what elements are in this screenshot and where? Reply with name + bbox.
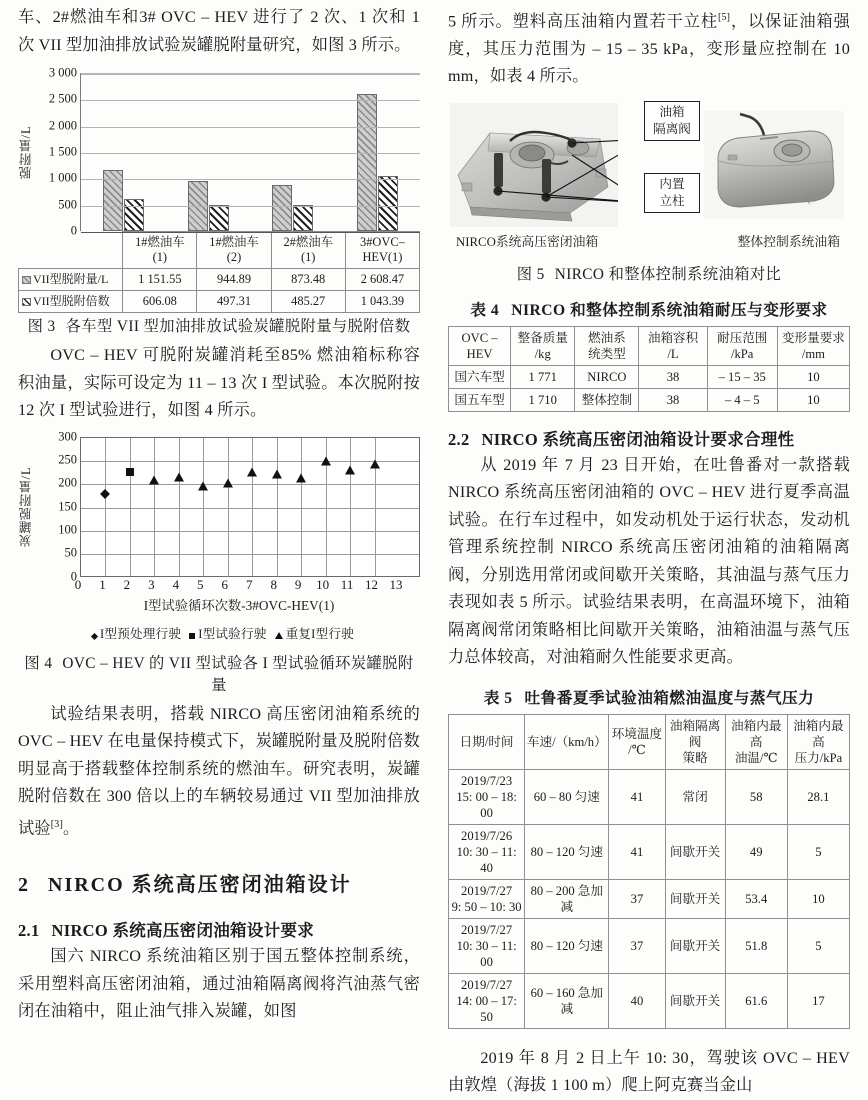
figure-4-caption [18,651,420,695]
figure-4-x-tick: 11 [340,576,354,592]
table-4-cell: 国六车型 [449,365,511,388]
callout-2-line-2: 立柱 [659,193,685,208]
figure-4-gridline-v [203,438,204,576]
figure-3-y-tick: 3 000 [48,65,77,80]
table-5-speed-cell: 60 – 80 匀速 [525,769,609,824]
table-4-header-cell: OVC – HEV [449,326,511,365]
figure-3-data-table [18,231,420,313]
figure-4-gridline-v [301,438,302,576]
figure-3-value-cell: 1 043.39 [345,291,419,313]
paragraph-top-right [448,4,850,91]
figure-4-legend-marker [189,633,195,639]
figure-3-gridline [81,179,420,180]
table-5-header-cell: 油箱内最高 压力/kPa [787,714,849,769]
figure-4-x-tick: 0 [74,576,82,592]
figure-4-data-point [126,468,134,476]
callout-2-line-1: 内置 [659,176,685,191]
table-5-strategy-cell: 间歇开关 [665,973,725,1028]
table-5-speed-cell: 60 – 160 急加减 [525,973,609,1028]
figure-3-gridline [81,127,420,128]
figure-4-data-point [296,473,306,482]
figure-4-data-point [149,476,159,485]
table-5-ambient-temp-cell: 41 [609,824,665,879]
figure-4-data-point [101,489,111,499]
paragraph-section-2-2: 从 2019 年 7 月 23 日开始，在吐鲁番对一款搭载 NIRCO 系统高压密闭油箱的 OVC – HEV 进行夏季高温试验。在行车过程中，如发动机处于运行状态，发动机管理系统控制 NIRCO 系统高压密闭油箱的油箱隔离阀，分别选用常闭或间歇开关策略，其油温与蒸气压力表现如表 5 所示。试验结果表明，在高温环境下，油箱隔离阀常闭策略相比间歇开关策略，油箱油温与蒸气压力总体较高，对油箱耐久性能要求更高。 [448,455,850,667]
figure-3-bar [272,185,292,231]
table-5-datetime-cell: 2019/7/26 10: 30 – 11: 40 [449,824,525,879]
figure-3-legend-swatch [22,276,31,284]
figure-4-gridline-h [81,508,419,509]
figure-4-gridline-v [154,438,155,576]
figure-3-bar [357,94,377,231]
figure-3-category-label: 1#燃油车 (1) [123,232,197,269]
table-5-ambient-temp-cell: 41 [609,769,665,824]
figure-5-sublabel-left: NIRCO系统高压密闭油箱 [456,234,599,249]
paragraph-after-figure-3: OVC – HEV 可脱附炭罐消耗至85% 燃油箱标称容积油量，实际可设定为 11 – 13 次 I 型试验。本次脱附按 12 次 I 型试验进行，如图 4 所示。 [18,346,420,419]
figure-4-data-point [247,467,257,476]
section-2-title: NIRCO 系统高压密闭油箱设计 [48,874,352,897]
figure-4-x-tick: 10 [316,576,330,592]
table-5-header-cell: 车速/（km/h） [525,714,609,769]
figure-4-gridline-v [277,438,278,576]
table-4-cell: 10 [777,365,849,388]
figure-4-legend-label: 重复I型行驶 [285,626,354,641]
figure-4-x-tick: 5 [197,576,204,592]
table-row [449,365,850,388]
figure-3-plot-area [18,65,420,238]
figure-3-y-axis-label: 脱附量/L [19,125,33,179]
figure-4-y-tick: 100 [58,522,77,537]
table-4-cell: 10 [777,388,849,411]
section-2-1-title: NIRCO 系统高压密闭油箱设计要求 [51,921,315,941]
table-row [449,824,850,879]
table-5-fuel-temp-cell: 58 [725,769,787,824]
paragraph-section-2-1: 国六 NIRCO 系统油箱区别于国五整体控制系统，采用塑料高压密闭油箱，通过油箱隔离阀将汽油蒸气密闭在油箱中，阻止油气排入炭罐，如图 [18,947,420,1021]
figure-4-x-axis-label: I型试验循环次数-3#OVC-HEV(1) [143,597,335,613]
figure-5-caption [448,262,850,284]
figure-3-gridline [81,232,420,233]
table-5-pressure-cell: 28.1 [787,769,849,824]
paragraph-top-right-a: 5 所示。塑料高压油箱内置若干立柱 [448,12,718,31]
figure-4-gridline-v [179,438,180,576]
figure-4-y-tick: 200 [58,475,77,490]
figure-4-gridline-v [350,438,351,576]
figure-5-photos [448,101,850,253]
figure-3-category-label: 3#OVC– HEV(1) [345,232,419,269]
callout-1-line-1: 油箱 [659,104,685,119]
figure-3-value-cell: 1 151.55 [123,269,197,291]
section-2-2-heading [448,426,850,450]
figure-4-data-point [370,460,380,469]
figure-3-y-tick: 2 500 [48,91,77,106]
table-5-fuel-temp-cell: 53.4 [725,879,787,918]
figure-5-sublabel-right: 整体控制系统油箱 [737,234,840,249]
figure-4-x-tick: 3 [148,576,155,592]
figure-4-x-tick: 8 [270,576,277,592]
table-row [449,769,850,824]
figure-4-legend-label: I型预处理行驶 [100,626,182,641]
table-4-cell: 38 [639,365,707,388]
figure-3-bar [378,176,398,231]
table-row [449,388,850,411]
figure-3-y-tick: 0 [70,223,77,238]
table-4 [448,326,850,412]
figure-4-x-tick: 4 [172,576,180,592]
figure-5-callout-tank-isolation-valve [644,101,700,141]
figure-3-y-tick: 2 000 [48,118,77,133]
table-5-header-cell: 油箱隔离阀 策略 [665,714,725,769]
left-column [18,4,434,1070]
figure-4-legend-marker [275,632,283,639]
right-column [434,4,851,1095]
paragraph-after-figure-4-text: 试验结果表明，搭载 NIRCO 高压密闭油箱系统的 OVC – HEV 在电量保持模式下，炭罐脱附量及脱附倍数明显高于搭载整体控制系统的燃油车。研究表明，炭罐脱附倍数在 300 倍以上的车辆较易通过 VII 型加油排放试验 [18,704,420,837]
table-5-header-cell: 环境温度 /℃ [609,714,665,769]
figure-4-y-ticks [36,429,80,583]
figure-3-gridline [81,206,420,207]
figure-4-gridline-v [252,438,253,576]
table-row [449,973,850,1028]
figure-4-data-point [198,482,208,491]
figure-4-x-tick: 2 [123,576,131,592]
table-4-cell: NIRCO [575,365,639,388]
table-5-strategy-cell: 间歇开关 [665,824,725,879]
citation-ref-3: [3] [50,818,64,830]
figure-3-bar [209,205,229,231]
figure-3-bar-chart [18,65,420,308]
table-5-pressure-cell: 17 [787,973,849,1028]
figure-4-x-ticks [74,576,420,594]
figure-4-plot [80,437,420,577]
figure-5-callout-internal-pillar [644,173,700,213]
table-5-caption-text: 吐鲁番夏季试验油箱燃油温度与蒸气压力 [524,689,815,707]
figure-4-x-tick: 12 [365,576,379,592]
table-5-strategy-cell: 间歇开关 [665,918,725,973]
table-5-ambient-temp-cell: 37 [609,879,665,918]
table-5-strategy-cell: 常闭 [665,769,725,824]
figure-3-value-cell: 497.31 [197,291,271,313]
table-5-pressure-cell: 5 [787,824,849,879]
section-2-heading [18,868,420,897]
citation-ref-5: [5] [717,12,731,23]
figure-4-data-point [321,457,331,466]
table-5-fuel-temp-cell: 51.8 [725,918,787,973]
nirco-high-pressure-tank-photo [450,103,618,227]
section-2-2-number: 2.2 [448,429,470,449]
integrated-control-tank-photo [704,111,844,219]
section-2-1-number: 2.1 [18,921,40,941]
figure-4-x-tick: 7 [245,576,253,592]
figure-4-legend-marker [91,632,98,639]
figure-3-category-label: 2#燃油车 (1) [271,232,345,269]
figure-3-value-cell: 2 608.47 [345,269,419,291]
figure-3-y-tick: 1 500 [48,144,77,159]
figure-3-value-cell: 485.27 [271,291,345,313]
paragraph-bottom-right: 2019 年 8 月 2 日上午 10: 30，驾驶该 OVC – HEV 由敦煌（海拔 1 100 m）爬上阿克赛当金山 [448,1048,850,1095]
figure-3-series-row [19,269,420,291]
table-4-cell: 国五车型 [449,388,511,411]
figure-3-value-cell: 873.48 [271,269,345,291]
table-5-strategy-cell: 间歇开关 [665,879,725,918]
figure-4-caption-text: OVC – HEV 的 VII 型试验各 I 型试验循环炭罐脱附量 [62,654,414,694]
figure-4-gridline-v [228,438,229,576]
figure-4-gridline-v [375,438,376,576]
table-5-speed-cell: 80 – 200 急加减 [525,879,609,918]
table-4-header-row [449,326,850,365]
figure-3-bar [124,199,144,231]
table-5-ambient-temp-cell: 37 [609,918,665,973]
table-5-pressure-cell: 5 [787,918,849,973]
figure-3-caption [18,314,420,336]
table-5 [448,714,850,1029]
table-4-caption-text: NIRCO 和整体控制系统油箱耐压与变形要求 [511,301,828,319]
figure-3-value-cell: 944.89 [197,269,271,291]
table-4-header-cell: 变形量要求 /mm [777,326,849,365]
figure-5-caption-text: NIRCO 和整体控制系统油箱对比 [554,265,782,283]
table-5-datetime-cell: 2019/7/27 9: 50 – 10: 30 [449,879,525,918]
table-5-datetime-cell: 2019/7/23 15: 00 – 18: 00 [449,769,525,824]
figure-4-caption-number: 图 4 [24,654,53,672]
figure-4-data-point [223,478,233,487]
figure-4-data-point [345,465,355,474]
table-5-datetime-cell: 2019/7/27 14: 00 – 17: 50 [449,973,525,1028]
section-2-1-heading [18,917,420,941]
table-4-caption-number: 表 4 [470,301,500,319]
table-4-caption [448,298,850,320]
table-5-header-row [449,714,850,769]
paragraph-after-figure-4 [18,701,420,843]
figure-3-gridline [81,74,420,75]
figure-4-y-tick: 0 [70,569,77,583]
figure-3-bar [293,205,313,231]
table-4-cell: 1 710 [511,388,575,411]
table-5-pressure-cell: 10 [787,879,849,918]
table-5-ambient-temp-cell: 40 [609,973,665,1028]
figure-4-plot-area [18,429,420,583]
table-4-cell: 1 771 [511,365,575,388]
table-5-caption-number: 表 5 [483,689,513,707]
figure-3-plot [80,73,420,231]
figure-3-legend-swatch [22,298,31,306]
figure-4-y-tick: 300 [58,429,77,443]
figure-4-y-tick: 150 [58,499,77,513]
table-5-caption [448,686,850,708]
section-2-number: 2 [18,874,28,897]
paragraph-top-left: 车、2#燃油车和3# OVC – HEV 进行了 2 次、1 次和 1 次 VII 型加油排放试验炭罐脱附量研究，如图 3 所示。 [18,8,420,54]
figure-4-x-tick: 6 [221,576,229,592]
table-5-fuel-temp-cell: 61.6 [725,973,787,1028]
section-2-2-title: NIRCO 系统高压密闭油箱设计要求合理性 [481,429,795,449]
figure-3-y-ticks [36,65,80,238]
table-row [449,879,850,918]
table-5-speed-cell: 80 – 120 匀速 [525,918,609,973]
figure-3-series-row [19,291,420,313]
figure-4-y-tick: 250 [58,452,77,467]
figure-4-gridline-h [81,461,419,462]
figure-4-data-point [272,469,282,478]
table-4-header-cell: 整备质量 /kg [511,326,575,365]
table-4-cell: 整体控制 [575,388,639,411]
figure-3-series-name: VII型脱附倍数 [19,291,123,313]
table-4-header-cell: 油箱容积 /L [639,326,707,365]
table-5-datetime-cell: 2019/7/27 10: 30 – 11: 00 [449,918,525,973]
figure-4-gridline-h [81,531,419,532]
figure-4-gridline-v [105,438,106,576]
figure-3-caption-number: 图 3 [27,318,56,335]
figure-3-caption-text: 各车型 VII 型加油排放试验炭罐脱附量与脱附倍数 [65,318,411,335]
table-4-header-cell: 燃油系 统类型 [575,326,639,365]
figure-3-value-cell: 606.08 [123,291,197,313]
paragraph-top-right-b: ，以保证油箱强度，其压力范围为 – 15 – 35 kPa，变形量应控制在 10 mm，如表 4 所示。 [448,12,851,86]
table-4-cell: – 4 – 5 [707,388,777,411]
figure-4-data-point [174,472,184,481]
figure-3-category-label: 1#燃油车 (2) [197,232,271,269]
table-5-fuel-temp-cell: 49 [725,824,787,879]
figure-5-caption-number: 图 5 [516,265,545,283]
figure-3-y-tick: 500 [58,197,77,212]
figure-3-gridline [81,100,420,101]
figure-4-x-tick: 9 [294,576,302,592]
figure-4-x-tick: 13 [389,576,403,592]
figure-4-gridline-v [130,438,131,576]
table-5-header-cell: 日期/时间 [449,714,525,769]
table-4-cell: – 15 – 35 [707,365,777,388]
paragraph-after-figure-4-end: 。 [63,818,80,837]
figure-4-gridline-h [81,554,419,555]
figure-3-series-name: VII型脱附量/L [19,269,123,291]
figure-3-gridline [81,153,420,154]
table-4-cell: 38 [639,388,707,411]
table-4-header-cell: 耐压范围 /kPa [707,326,777,365]
figure-4-x-tick: 1 [99,576,106,592]
figure-4-y-tick: 50 [64,545,77,560]
table-5-header-cell: 油箱内最高 油温/℃ [725,714,787,769]
table-5-speed-cell: 80 – 120 匀速 [525,824,609,879]
callout-1-line-2: 隔离阀 [653,121,691,136]
figure-4-scatter-chart [18,429,420,642]
figure-4-y-axis-label: 炭罐脱附量/L [19,466,33,547]
figure-4-gridline-h [81,484,419,485]
figure-4-legend-label: I型试验行驶 [198,626,267,641]
figure-4-legend [18,623,420,642]
table-row [449,918,850,973]
figure-3-y-tick: 1 000 [48,170,77,185]
